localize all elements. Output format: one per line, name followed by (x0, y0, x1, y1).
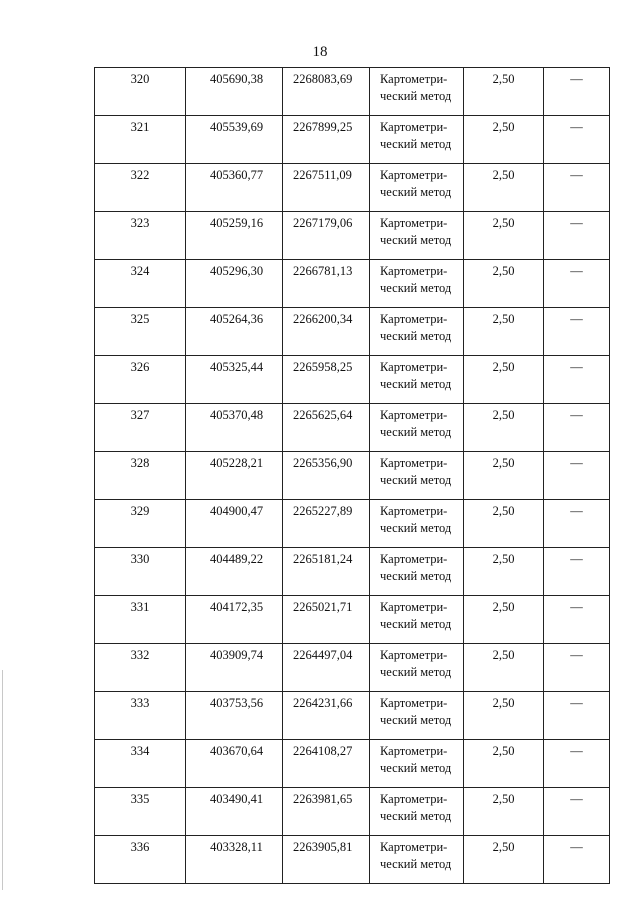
table-row (95, 404, 610, 452)
x-coordinate-cell: 403328,11 (186, 836, 283, 884)
dash-cell: — (544, 308, 610, 356)
dash-cell: — (544, 788, 610, 836)
x-coordinate-cell: 403753,56 (186, 692, 283, 740)
accuracy-cell: 2,50 (464, 692, 544, 740)
point-number-cell: 333 (95, 692, 186, 740)
point-number-cell: 324 (95, 260, 186, 308)
method-cell (370, 692, 464, 740)
dash-cell: — (544, 212, 610, 260)
method-line-1: Картометри- (380, 216, 448, 230)
x-coordinate-cell: 404489,22 (186, 548, 283, 596)
method-line-1: Картометри- (380, 312, 448, 326)
x-coordinate-cell: 404172,35 (186, 596, 283, 644)
method-cell (370, 164, 464, 212)
dash-cell: — (544, 596, 610, 644)
method-line-1: Картометри- (380, 264, 448, 278)
method-line-1: Картометри- (380, 408, 448, 422)
method-line-2: ческий метод (380, 569, 452, 583)
method-cell (370, 404, 464, 452)
accuracy-cell: 2,50 (464, 644, 544, 692)
accuracy-cell: 2,50 (464, 500, 544, 548)
scan-edge-mark (2, 670, 3, 890)
method-line-1: Картометри- (380, 840, 448, 854)
x-coordinate-cell: 403490,41 (186, 788, 283, 836)
accuracy-cell: 2,50 (464, 836, 544, 884)
table-row (95, 260, 610, 308)
table-row (95, 68, 610, 116)
dash-cell: — (544, 452, 610, 500)
method-line-2: ческий метод (380, 809, 452, 823)
x-coordinate-cell: 405325,44 (186, 356, 283, 404)
table-row (95, 788, 610, 836)
accuracy-cell: 2,50 (464, 740, 544, 788)
method-line-1: Картометри- (380, 504, 448, 518)
accuracy-cell: 2,50 (464, 356, 544, 404)
method-line-2: ческий метод (380, 713, 452, 727)
y-coordinate-cell: 2267511,09 (283, 164, 370, 212)
method-line-1: Картометри- (380, 456, 448, 470)
accuracy-cell: 2,50 (464, 116, 544, 164)
x-coordinate-cell: 405370,48 (186, 404, 283, 452)
y-coordinate-cell: 2267179,06 (283, 212, 370, 260)
coordinates-table (94, 67, 610, 884)
method-line-2: ческий метод (380, 857, 452, 871)
dash-cell: — (544, 164, 610, 212)
dash-cell: — (544, 692, 610, 740)
x-coordinate-cell: 405259,16 (186, 212, 283, 260)
dash-cell: — (544, 404, 610, 452)
y-coordinate-cell: 2265625,64 (283, 404, 370, 452)
y-coordinate-cell: 2266200,34 (283, 308, 370, 356)
method-line-1: Картометри- (380, 168, 448, 182)
method-cell (370, 452, 464, 500)
point-number-cell: 322 (95, 164, 186, 212)
method-line-2: ческий метод (380, 89, 452, 103)
accuracy-cell: 2,50 (464, 596, 544, 644)
x-coordinate-cell: 405296,30 (186, 260, 283, 308)
method-line-1: Картометри- (380, 360, 448, 374)
y-coordinate-cell: 2267899,25 (283, 116, 370, 164)
y-coordinate-cell: 2265181,24 (283, 548, 370, 596)
accuracy-cell: 2,50 (464, 164, 544, 212)
point-number-cell: 330 (95, 548, 186, 596)
point-number-cell: 323 (95, 212, 186, 260)
table-row (95, 692, 610, 740)
accuracy-cell: 2,50 (464, 260, 544, 308)
method-line-2: ческий метод (380, 233, 452, 247)
dash-cell: — (544, 500, 610, 548)
x-coordinate-cell: 404900,47 (186, 500, 283, 548)
point-number-cell: 331 (95, 596, 186, 644)
accuracy-cell: 2,50 (464, 404, 544, 452)
dash-cell: — (544, 116, 610, 164)
method-line-2: ческий метод (380, 185, 452, 199)
table-row (95, 212, 610, 260)
point-number-cell: 335 (95, 788, 186, 836)
method-cell (370, 308, 464, 356)
y-coordinate-cell: 2264497,04 (283, 644, 370, 692)
accuracy-cell: 2,50 (464, 548, 544, 596)
method-line-2: ческий метод (380, 377, 452, 391)
x-coordinate-cell: 405360,77 (186, 164, 283, 212)
method-cell (370, 500, 464, 548)
point-number-cell: 327 (95, 404, 186, 452)
method-cell (370, 68, 464, 116)
table-row (95, 500, 610, 548)
y-coordinate-cell: 2263981,65 (283, 788, 370, 836)
y-coordinate-cell: 2268083,69 (283, 68, 370, 116)
method-line-2: ческий метод (380, 521, 452, 535)
y-coordinate-cell: 2263905,81 (283, 836, 370, 884)
table-row (95, 116, 610, 164)
method-line-2: ческий метод (380, 281, 452, 295)
table-row (95, 356, 610, 404)
method-line-2: ческий метод (380, 425, 452, 439)
table-row (95, 836, 610, 884)
point-number-cell: 336 (95, 836, 186, 884)
method-line-1: Картометри- (380, 600, 448, 614)
method-cell (370, 116, 464, 164)
table-row (95, 164, 610, 212)
x-coordinate-cell: 403909,74 (186, 644, 283, 692)
x-coordinate-cell: 405228,21 (186, 452, 283, 500)
accuracy-cell: 2,50 (464, 452, 544, 500)
accuracy-cell: 2,50 (464, 308, 544, 356)
method-line-1: Картометри- (380, 744, 448, 758)
point-number-cell: 321 (95, 116, 186, 164)
table-row (95, 596, 610, 644)
x-coordinate-cell: 405690,38 (186, 68, 283, 116)
method-line-2: ческий метод (380, 329, 452, 343)
y-coordinate-cell: 2265227,89 (283, 500, 370, 548)
method-line-2: ческий метод (380, 473, 452, 487)
point-number-cell: 320 (95, 68, 186, 116)
point-number-cell: 328 (95, 452, 186, 500)
dash-cell: — (544, 548, 610, 596)
method-cell (370, 836, 464, 884)
table-row (95, 740, 610, 788)
method-line-1: Картометри- (380, 696, 448, 710)
method-line-1: Картометри- (380, 552, 448, 566)
dash-cell: — (544, 836, 610, 884)
method-cell (370, 260, 464, 308)
point-number-cell: 325 (95, 308, 186, 356)
point-number-cell: 326 (95, 356, 186, 404)
method-cell (370, 356, 464, 404)
y-coordinate-cell: 2265356,90 (283, 452, 370, 500)
method-line-1: Картометри- (380, 792, 448, 806)
dash-cell: — (544, 260, 610, 308)
accuracy-cell: 2,50 (464, 788, 544, 836)
method-line-1: Картометри- (380, 120, 448, 134)
point-number-cell: 332 (95, 644, 186, 692)
method-line-2: ческий метод (380, 137, 452, 151)
accuracy-cell: 2,50 (464, 212, 544, 260)
method-cell (370, 788, 464, 836)
accuracy-cell: 2,50 (464, 68, 544, 116)
dash-cell: — (544, 644, 610, 692)
table-row (95, 548, 610, 596)
method-line-2: ческий метод (380, 761, 452, 775)
method-line-1: Картометри- (380, 648, 448, 662)
table-row (95, 308, 610, 356)
point-number-cell: 329 (95, 500, 186, 548)
x-coordinate-cell: 405539,69 (186, 116, 283, 164)
method-cell (370, 548, 464, 596)
y-coordinate-cell: 2265958,25 (283, 356, 370, 404)
y-coordinate-cell: 2264108,27 (283, 740, 370, 788)
point-number-cell: 334 (95, 740, 186, 788)
dash-cell: — (544, 356, 610, 404)
y-coordinate-cell: 2266781,13 (283, 260, 370, 308)
method-cell (370, 596, 464, 644)
method-cell (370, 644, 464, 692)
method-line-2: ческий метод (380, 617, 452, 631)
table-row (95, 452, 610, 500)
dash-cell: — (544, 68, 610, 116)
x-coordinate-cell: 403670,64 (186, 740, 283, 788)
table-body (95, 68, 610, 884)
method-line-2: ческий метод (380, 665, 452, 679)
method-cell (370, 212, 464, 260)
x-coordinate-cell: 405264,36 (186, 308, 283, 356)
method-line-1: Картометри- (380, 72, 448, 86)
dash-cell: — (544, 740, 610, 788)
table-row (95, 644, 610, 692)
method-cell (370, 740, 464, 788)
y-coordinate-cell: 2265021,71 (283, 596, 370, 644)
y-coordinate-cell: 2264231,66 (283, 692, 370, 740)
page-number: 18 (312, 44, 328, 60)
